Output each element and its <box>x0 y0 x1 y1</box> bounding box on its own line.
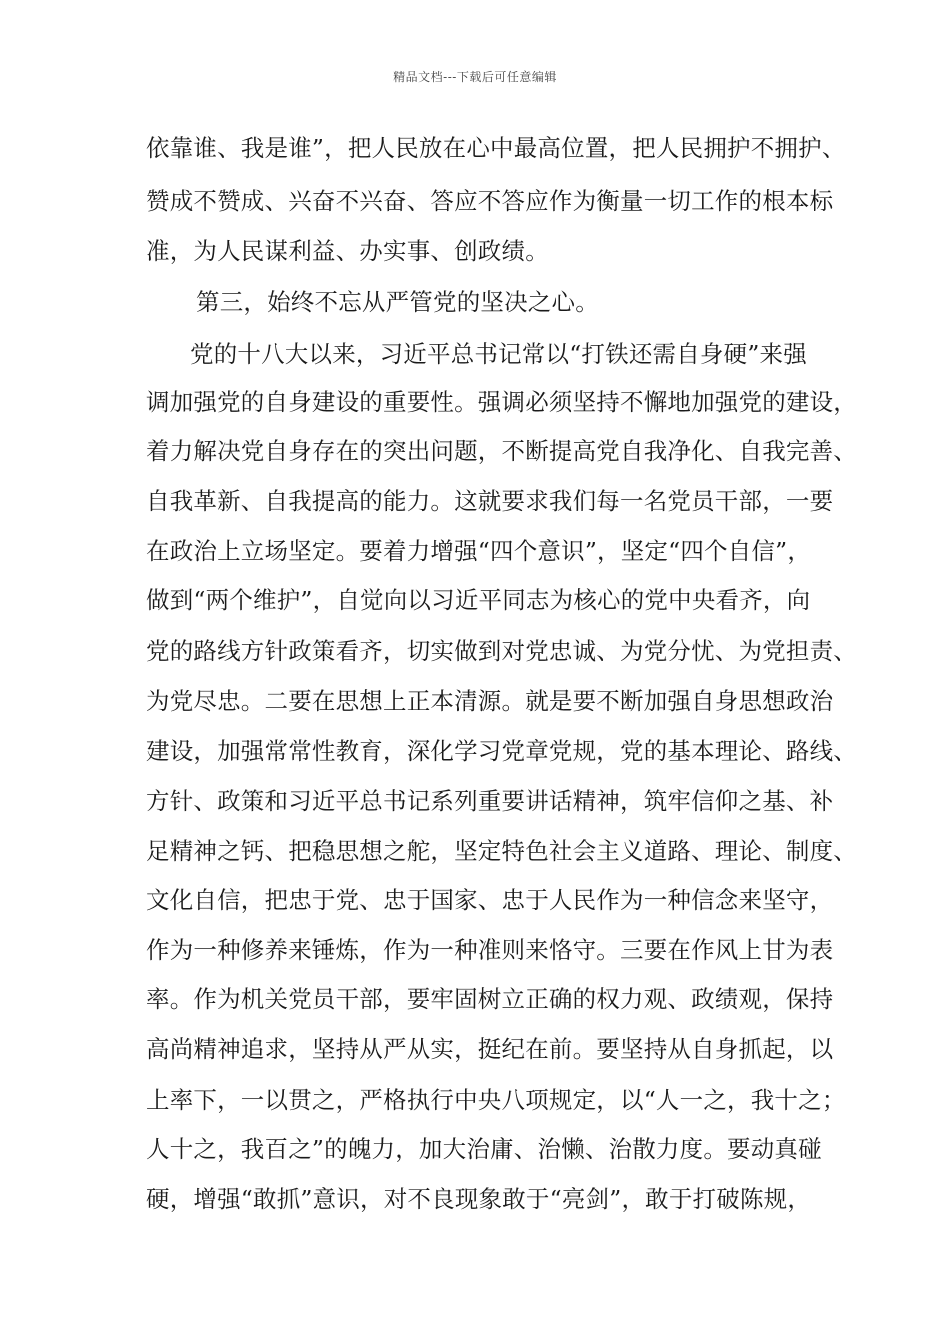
body-line: 硬，增强“敢抓”意识，对不良现象敢于“亮剑”，敢于打破陈规， <box>146 1185 812 1213</box>
body-line: 党的十八大以来，习近平总书记常以“打铁还需自身硬”来强 <box>190 340 807 368</box>
body-line: 文化自信，把忠于党、忠于国家、忠于人民作为一种信念来坚守， <box>146 886 834 914</box>
section-heading: 第三，始终不忘从严管党的坚决之心。 <box>196 288 599 316</box>
body-line: 足精神之钙、把稳思想之舵，坚定特色社会主义道路、理论、制度、 <box>146 837 857 865</box>
body-line: 率。作为机关党员干部，要牢固树立正确的权力观、政绩观，保持 <box>146 985 834 1013</box>
body-line: 人十之，我百之”的魄力，加大治庸、治懒、治散力度。要动真碰 <box>146 1135 822 1163</box>
body-line: 准，为人民谋利益、办实事、创政绩。 <box>146 237 549 265</box>
body-line: 着力解决党自身存在的突出问题，不断提高党自我净化、自我完善、 <box>146 437 857 465</box>
body-line: 作为一种修养来锤炼，作为一种准则来恪守。三要在作风上甘为表 <box>146 936 834 964</box>
body-line: 赞成不赞成、兴奋不兴奋、答应不答应作为衡量一切工作的根本标 <box>146 187 834 215</box>
body-line: 党的路线方针政策看齐，切实做到对党忠诚、为党分忧、为党担责、 <box>146 637 857 665</box>
body-line: 为党尽忠。二要在思想上正本清源。就是要不断加强自身思想政治 <box>146 687 834 715</box>
body-line: 高尚精神追求，坚持从严从实，挺纪在前。要坚持从自身抓起，以 <box>146 1035 834 1063</box>
body-line: 方针、政策和习近平总书记系列重要讲话精神，筑牢信仰之基、补 <box>146 787 834 815</box>
body-line: 在政治上立场坚定。要着力增强“四个意识”，坚定“四个自信”， <box>146 537 812 565</box>
body-line: 上率下，一以贯之，严格执行中央八项规定，以“人一之，我十之； <box>146 1086 846 1114</box>
body-line: 调加强党的自身建设的重要性。强调必须坚持不懈地加强党的建设， <box>146 388 857 416</box>
body-line: 依靠谁、我是谁”，把人民放在心中最高位置，把人民拥护不拥护、 <box>146 134 846 162</box>
body-line: 做到“两个维护”，自觉向以习近平同志为核心的党中央看齐，向 <box>146 586 811 614</box>
body-line: 建设，加强常常性教育，深化学习党章党规，党的基本理论、路线、 <box>146 737 857 765</box>
page-header: 精品文档---下载后可任意编辑 <box>393 70 557 84</box>
body-line: 自我革新、自我提高的能力。这就要求我们每一名党员干部，一要 <box>146 487 834 515</box>
